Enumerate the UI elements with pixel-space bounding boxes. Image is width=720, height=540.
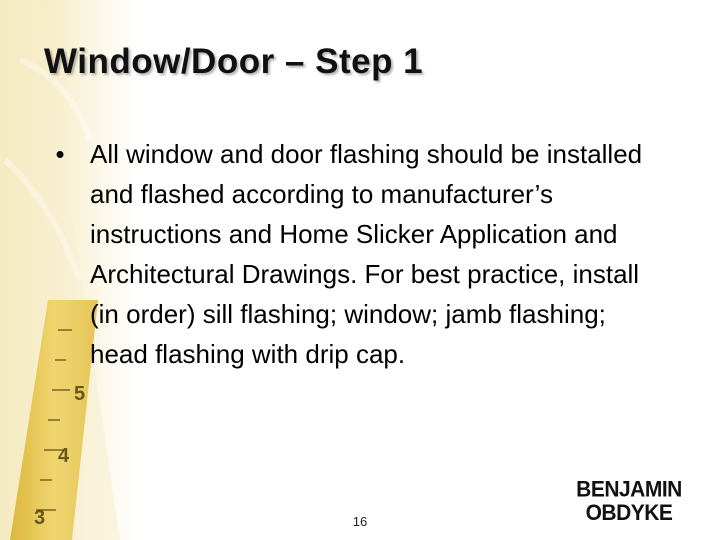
bullet-item: [30, 134, 670, 374]
benjamin-obdyke-logo: [566, 479, 692, 525]
logo-line-1: BENJAMIN: [576, 477, 682, 502]
page-number: 16: [352, 514, 368, 529]
slide-title: Window/Door – Step 1: [44, 42, 424, 81]
tape-number: 5: [74, 383, 86, 405]
bullet-marker: •: [55, 139, 65, 169]
tape-number: 3: [34, 507, 46, 529]
logo-line-2: OBDYKE: [585, 500, 673, 526]
tape-number: 4: [58, 445, 70, 467]
bullet-text: All window and door flashing should be installed and flashed according to manufacturer’s instructions and Home Slicker Application and Architectural Drawings. For best practice, install (in order) sill flashing; window; jamb flashing; head flashing with drip cap.: [90, 139, 643, 369]
